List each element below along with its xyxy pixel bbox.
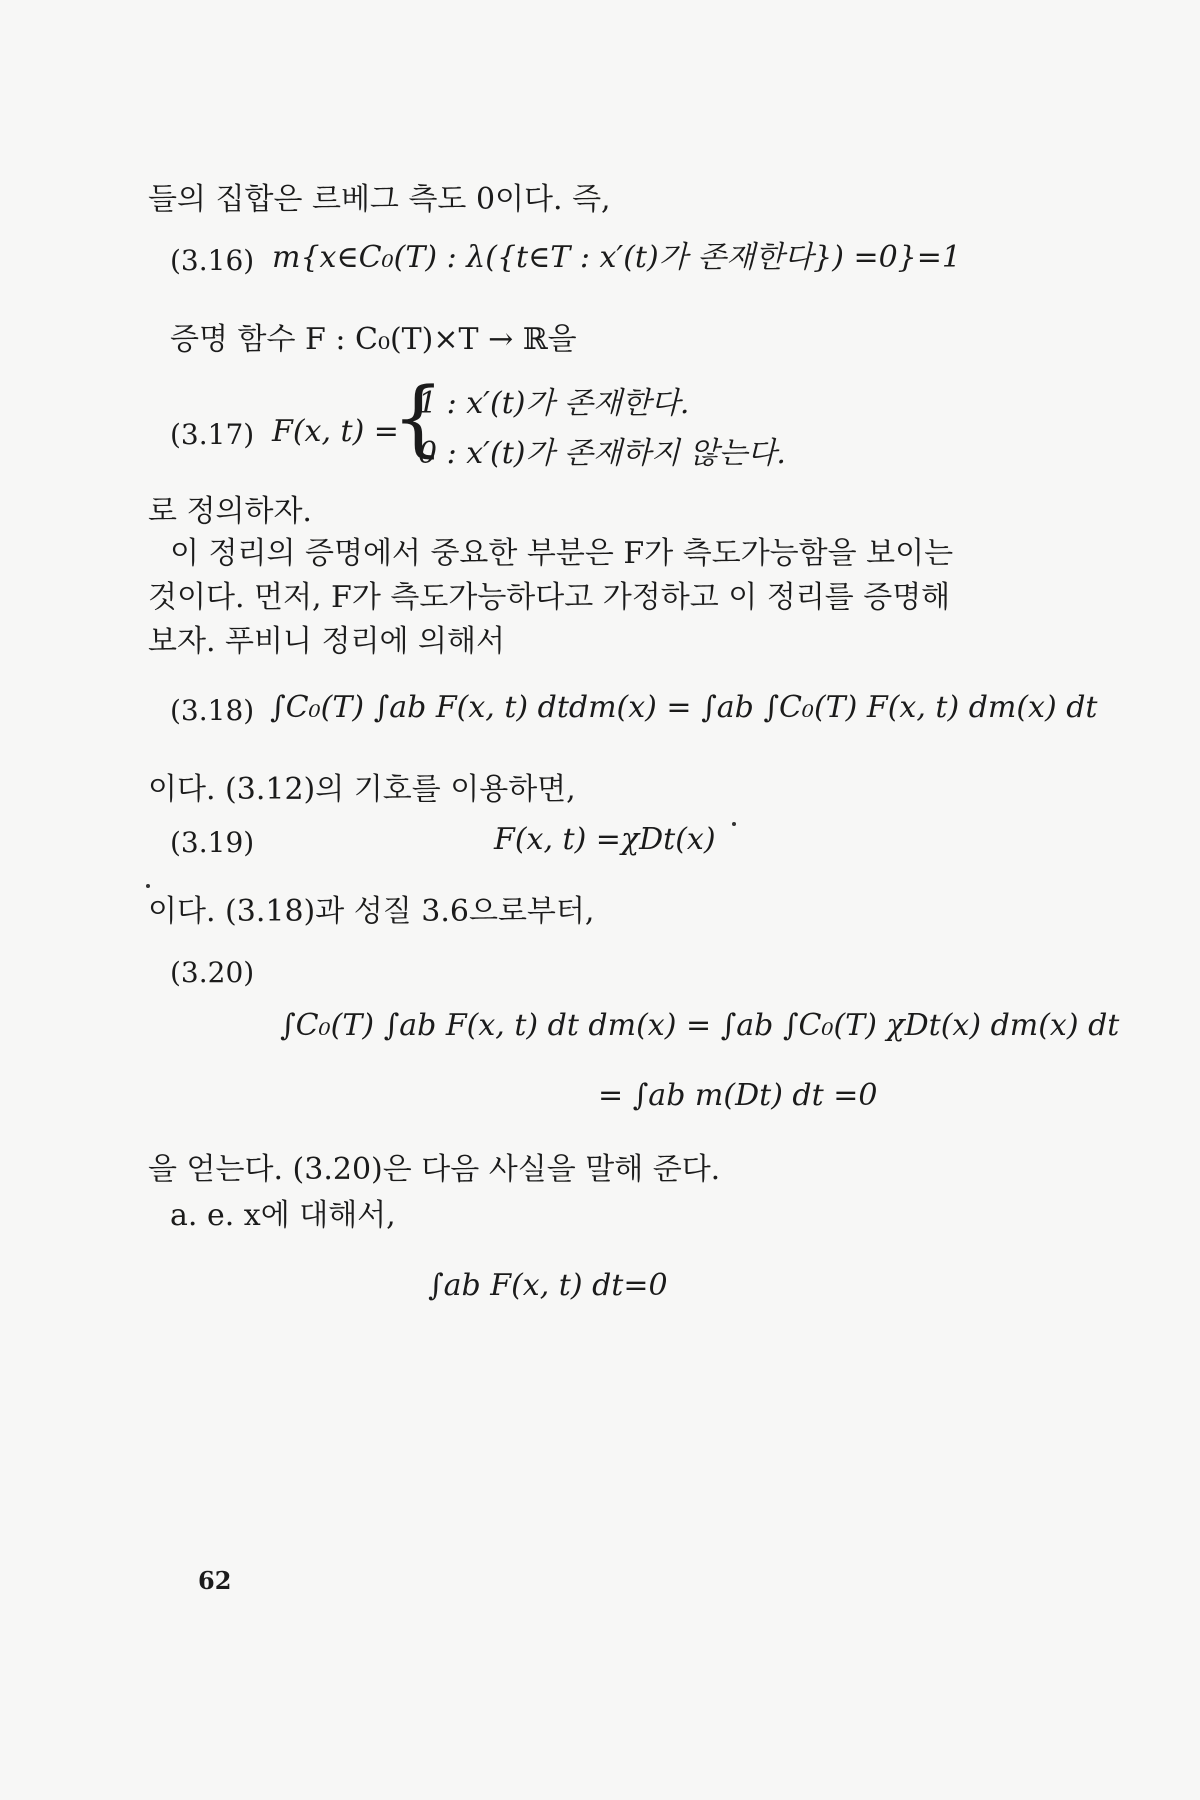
equation-number-3-16: (3.16) [170, 244, 255, 277]
paragraph-line-2: 것이다. 먼저, F가 측도가능하다고 가정하고 이 정리를 증명해 [148, 580, 951, 615]
page-number: 62 [198, 1566, 232, 1595]
equation-number-3-19: (3.19) [170, 826, 255, 859]
equation-3-17-lhs: F(x, t) = [272, 414, 399, 449]
final-equation: ∫ab F(x, t) dt=0 [428, 1268, 668, 1303]
equation-3-20-line-2: = ∫ab m(Dt) dt =0 [598, 1078, 878, 1113]
paragraph-line-3: 보자. 푸비니 정리에 의해서 [148, 624, 505, 659]
equation-number-3-17: (3.17) [170, 418, 255, 451]
equation-3-18: ∫C₀(T) ∫ab F(x, t) dtdm(x) = ∫ab ∫C₀(T) F(x, t) dm(x) dt [270, 690, 1098, 725]
equation-3-20-line-1: ∫C₀(T) ∫ab F(x, t) dt dm(x) = ∫ab ∫C₀(T) χDt(x) dm(x) dt [280, 1008, 1120, 1043]
proof-line: 증명 함수 F : C₀(T)×T → ℝ을 [170, 322, 577, 357]
text-line-after-3-19: 이다. (3.18)과 성질 3.6으로부터, [148, 894, 595, 929]
equation-3-17-case-1: 1 : x′(t)가 존재한다. [418, 386, 690, 421]
speck-mark [146, 884, 150, 888]
text-line-1: 들의 집합은 르베그 측도 0이다. 즉, [148, 182, 611, 217]
equation-number-3-18: (3.18) [170, 694, 255, 727]
paragraph-line-1: 이 정리의 증명에서 중요한 부분은 F가 측도가능함을 보이는 [170, 536, 954, 571]
equation-3-16: m{x∈C₀(T) : λ({t∈T : x′(t)가 존재한다}) =0}=1 [272, 240, 961, 275]
define-line: 로 정의하자. [148, 494, 312, 529]
equation-3-17-case-2: 0 : x′(t)가 존재하지 않는다. [418, 436, 786, 471]
ae-line: a. e. x에 대해서, [170, 1198, 396, 1233]
text-line-after-3-18: 이다. (3.12)의 기호를 이용하면, [148, 772, 576, 807]
text-line-after-3-20: 을 얻는다. (3.20)은 다음 사실을 말해 준다. [148, 1152, 721, 1187]
equation-3-19: F(x, t) =χDt(x) [494, 822, 716, 857]
equation-number-3-20: (3.20) [170, 956, 255, 989]
cases-brace: { [392, 371, 445, 466]
speck-mark [732, 822, 736, 826]
